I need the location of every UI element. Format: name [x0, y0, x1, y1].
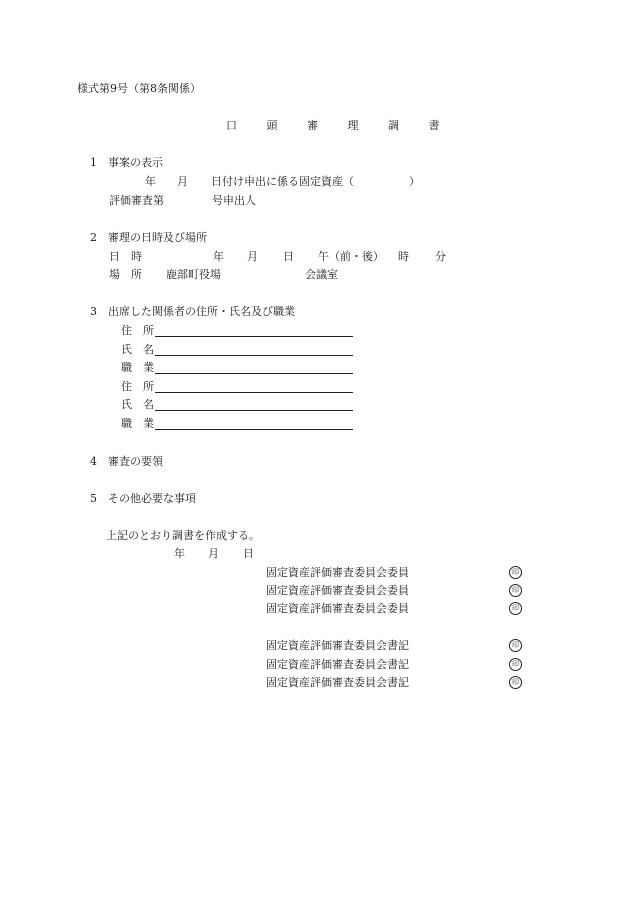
attendee-address-label: 住 所	[121, 380, 154, 393]
member-signature-title: 固定資産評価審査委員会委員	[266, 602, 409, 615]
section-3-heading: 3 出席した関係者の住所・氏名及び職業	[90, 305, 295, 318]
closing-statement: 上記のとおり調書を作成する。	[106, 529, 260, 542]
closing-month: 月	[208, 547, 219, 560]
closing-year: 年	[174, 547, 185, 560]
s2-place-name: 鹿部町役場	[166, 268, 221, 281]
s1-year: 年	[145, 175, 156, 188]
member-signature-title: 固定資産評価審査委員会委員	[266, 584, 409, 597]
member-signature-title: 固定資産評価審査委員会委員	[266, 566, 409, 579]
attendee-occupation-line	[155, 429, 353, 430]
form-label: 様式第9号（第8条関係）	[77, 82, 201, 95]
s2-datetime-label: 日 時	[109, 250, 142, 263]
attendee-name-label: 氏 名	[121, 343, 154, 356]
section-2-heading: 2 審理の日時及び場所	[90, 231, 207, 244]
section-1-heading: 1 事案の表示	[90, 156, 163, 169]
attendee-name-line	[155, 410, 353, 411]
section-4-heading: 4 審査の要領	[90, 455, 163, 468]
seal-icon: 印	[509, 602, 522, 615]
s1-applicant-prefix: 評価審査第	[109, 194, 164, 207]
seal-icon: 印	[509, 676, 522, 689]
seal-icon: 印	[509, 584, 522, 597]
s1-month: 月	[177, 175, 188, 188]
s1-applicant-suffix: 号申出人	[212, 194, 256, 207]
s2-place-label: 場 所	[109, 268, 142, 281]
closing-day: 日	[243, 547, 254, 560]
attendee-occupation-line	[155, 373, 353, 374]
s2-minute: 分	[435, 250, 446, 263]
s2-ampm: 午（前・後）	[318, 250, 384, 263]
seal-icon: 印	[509, 639, 522, 652]
section-5-heading: 5 その他必要な事項	[90, 492, 196, 505]
s2-room: 会議室	[305, 268, 338, 281]
s1-application-text: 日付け申出に係る固定資産（ ）	[211, 175, 420, 188]
attendee-name-label: 氏 名	[121, 398, 154, 411]
s2-hour: 時	[398, 250, 409, 263]
attendee-address-line	[155, 336, 353, 337]
seal-icon: 印	[509, 566, 522, 579]
s2-year: 年	[213, 250, 224, 263]
attendee-occupation-label: 職 業	[121, 417, 154, 430]
clerk-signature-title: 固定資産評価審査委員会書記	[266, 676, 409, 689]
attendee-address-label: 住 所	[121, 324, 154, 337]
attendee-name-line	[155, 355, 353, 356]
s2-month: 月	[247, 250, 258, 263]
attendee-address-line	[155, 392, 353, 393]
seal-icon: 印	[509, 658, 522, 671]
document-title: 口 頭 審 理 調 書	[226, 119, 453, 132]
s2-day: 日	[283, 250, 294, 263]
clerk-signature-title: 固定資産評価審査委員会書記	[266, 639, 409, 652]
clerk-signature-title: 固定資産評価審査委員会書記	[266, 658, 409, 671]
attendee-occupation-label: 職 業	[121, 361, 154, 374]
